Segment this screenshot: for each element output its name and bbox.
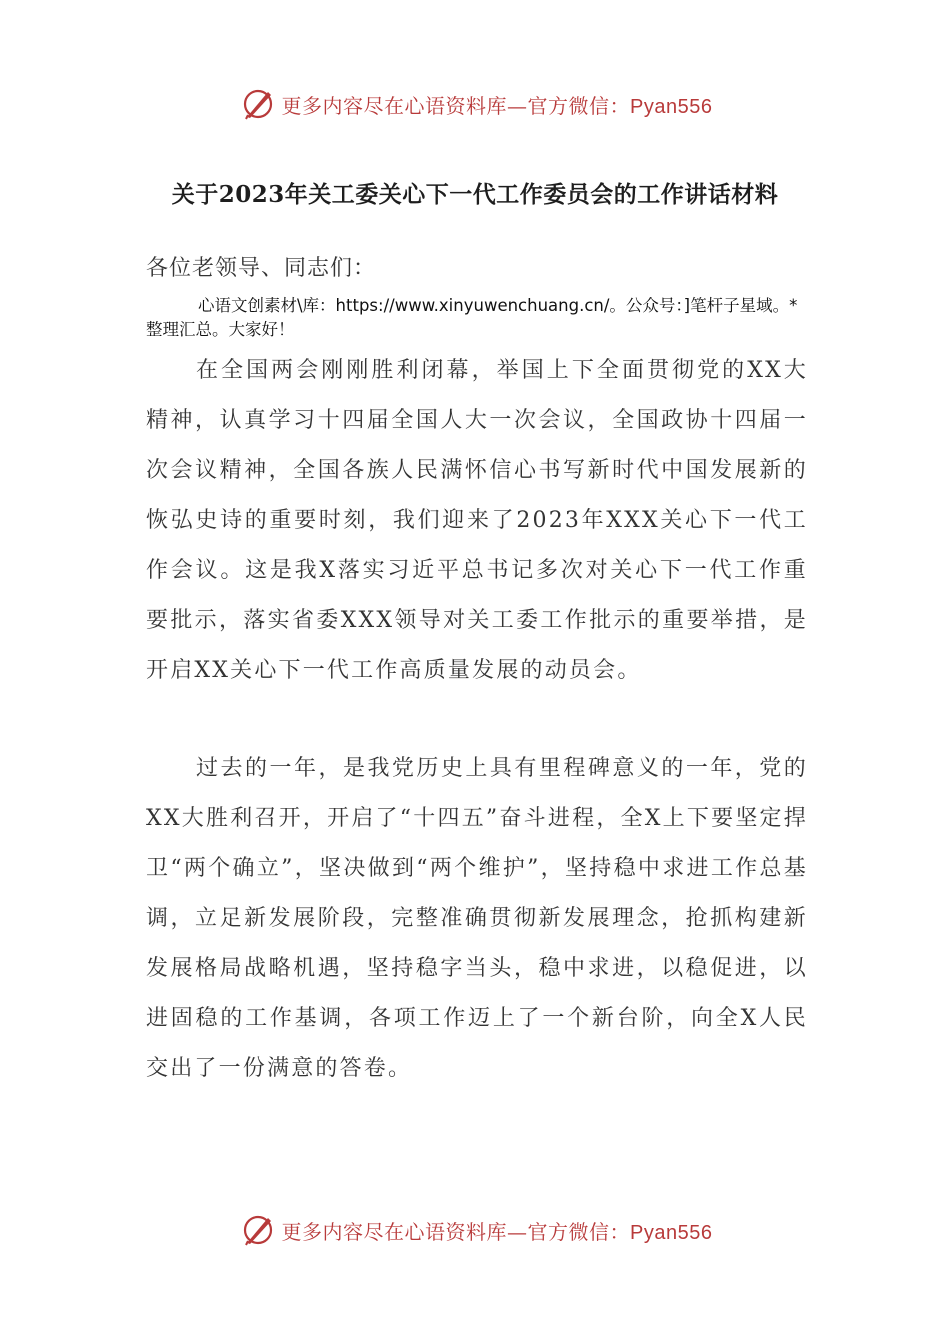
paragraph-1: 在全国两会刚刚胜利闭幕，举国上下全面贯彻党的XX大精神，认真学习十四届全国人大一次会议，全国政协十四届一次会议精神，全国各族人民满怀信心书写新时代中国发展新的恢弘史诗的重要时刻，我们迎来了2023年XXX关心下一代工作会议。这是我X落实习近平总书记多次对关心下一代工作重要批示，落实省委XXX领导对关工委工作批示的重要举措，是开启XX关心下一代工作高质量发展的动员会。 xyxy=(146,358,808,683)
wechat-id: Pyan556 xyxy=(630,1221,713,1244)
source-note: 心语文创素材\库：https://www.xinyuwenchuang.cn/。公众号：]笔杆子星域。*整理汇总。大家好！ xyxy=(146,296,798,339)
wechat-id: Pyan556 xyxy=(630,95,713,118)
quill-logo-icon xyxy=(238,1210,278,1250)
quill-logo-icon xyxy=(238,84,278,124)
banner-text: 更多内容尽在心语资料库—官方微信：Pyan556 xyxy=(281,1219,713,1244)
footer-banner xyxy=(0,1208,950,1252)
paragraph-2: 过去的一年，是我党历史上具有里程碑意义的一年，党的XX大胜利召开，开启了“十四五”奋斗进程，全X上下要坚定捍卫“两个确立”，坚决做到“两个维护”，坚持稳中求进工作总基调，立足新发展阶段，完整准确贯彻新发展理念，抢抓构建新发展格局战略机遇，坚持稳字当头，稳中求进，以稳促进，以进固稳的工作基调，各项工作迈上了一个新台阶，向全X人民交出了一份满意的答卷。 xyxy=(146,756,808,1081)
header-banner xyxy=(0,82,950,126)
salutation: 各位老领导、同志们： xyxy=(146,256,377,281)
banner-text: 更多内容尽在心语资料库—官方微信：Pyan556 xyxy=(281,93,713,118)
document-title: 关于2023年关工委关心下一代工作委员会的工作讲话材料 xyxy=(171,181,779,208)
